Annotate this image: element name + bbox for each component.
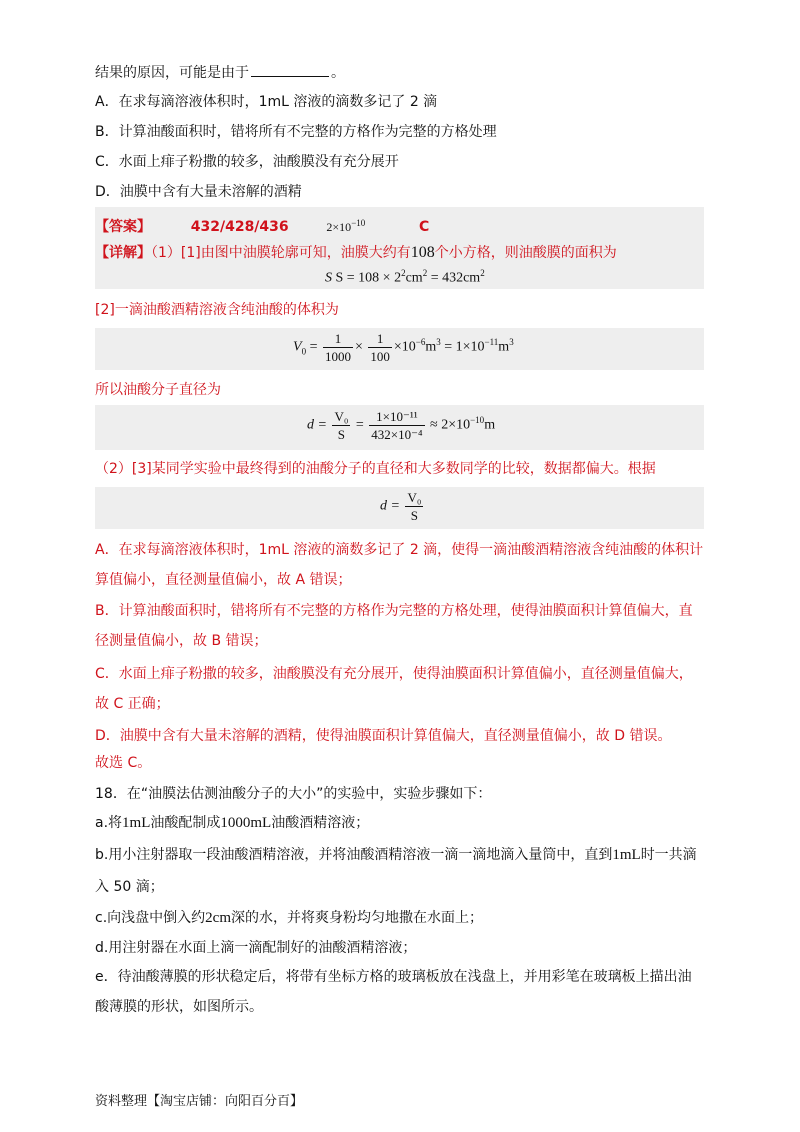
explain-a-2: 算值偏小，直径测量值偏小，故 A 错误； bbox=[95, 572, 352, 588]
explain-d: D．油膜中含有大量未溶解的酒精，使得油膜面积计算值偏大，直径测量值偏小，故 D 错误。 bbox=[95, 728, 672, 744]
q18-step-c: c.向浅盘中倒入约2cm深的水，并将爽身粉均匀地撒在水面上； bbox=[95, 910, 483, 926]
equation-diameter: d = $\frac{\text{V₀}}{S}$ = $\frac{\text{1×10⁻¹¹}}{\text{432×10⁻⁴}}$ ≈ $2\times 10^{-10}m$ bbox=[307, 409, 496, 442]
page-footer: 资料整理【淘宝店铺：向阳百分百】 bbox=[95, 1094, 304, 1109]
answer-1: 432/428/436 bbox=[190, 219, 289, 235]
equation-formula: d = $\frac{\text{V₀}}{S}$ bbox=[380, 490, 422, 523]
q18-step-b-2: 入 50 滴； bbox=[95, 879, 164, 895]
detail-p4: （2）[3]某同学实验中最终得到的油酸分子的直径和大多数同学的比较，数据都偏大。根据 bbox=[95, 461, 656, 477]
q18-step-e-1: e．待油酸薄膜的形状稳定后，将带有坐标方格的玻璃板放在浅盘上，并用彩笔在玻璃板上描出油 bbox=[95, 969, 692, 985]
detail-p3: 所以油酸分子直径为 bbox=[95, 382, 221, 398]
option-b: B．计算油酸面积时，错将所有不完整的方格作为完整的方格处理 bbox=[95, 124, 497, 140]
equation-area: S $S = 108 \times 2^2cm^2 = 432cm^2$ bbox=[325, 268, 485, 286]
detail-p1: 【详解】（1）[1]由图中油膜轮廓可知，油膜大约有108个小方格，则油酸膜的面积为 bbox=[95, 244, 617, 261]
final-choice: 故选 C。 bbox=[95, 755, 152, 771]
answer-line: 【答案】 432/428/436 $2\times 10^{-10}$ C bbox=[95, 218, 430, 235]
explain-c-1: C．水面上痱子粉撒的较多，油酸膜没有充分展开，使得油膜面积计算值偏小，直径测量值偏大， bbox=[95, 666, 693, 682]
explain-b-2: 径测量值偏小，故 B 错误； bbox=[95, 633, 268, 649]
q18-step-b: b.用小注射器取一段油酸酒精溶液，并将油酸酒精溶液一滴一滴地滴入量筒中，直到1mL时一共滴 bbox=[95, 847, 697, 863]
q18-step-e-2: 酸薄膜的形状，如图所示。 bbox=[95, 999, 263, 1015]
q18-title: 18．在“油膜法估测油酸分子的大小”的实验中，实验步骤如下： bbox=[95, 786, 492, 802]
detail-p2: [2]一滴油酸酒精溶液含纯油酸的体积为 bbox=[95, 302, 339, 318]
option-d: D．油膜中含有大量未溶解的酒精 bbox=[95, 184, 302, 200]
explain-a-1: A．在求每滴溶液体积时，1mL 溶液的滴数多记了 2 滴，使得一滴油酸酒精溶液含纯油酸的体积计 bbox=[95, 542, 704, 558]
option-c: C．水面上痱子粉撒的较多，油酸膜没有充分展开 bbox=[95, 154, 399, 170]
explain-c-2: 故 C 正确； bbox=[95, 696, 170, 712]
option-a: A．在求每滴溶液体积时，1mL 溶液的滴数多记了 2 滴 bbox=[95, 94, 438, 110]
answer-blank bbox=[251, 62, 329, 77]
q18-step-a: a.将1mL油酸配制成1000mL油酸酒精溶液； bbox=[95, 815, 370, 831]
explain-b-1: B．计算油酸面积时，错将所有不完整的方格作为完整的方格处理，使得油膜面积计算值偏大，直 bbox=[95, 603, 693, 619]
answer-2: $2\times 10^{-10}$ bbox=[326, 218, 366, 234]
equation-volume: $V_0$ = $\frac{1}{1000}$ × $\frac{1}{100}$ $\times 10^{-6}m^3 = 1\times 10^{-11}m^3$ bbox=[293, 331, 514, 364]
q18-step-d: d.用注射器在水面上滴一滴配制好的油酸酒精溶液； bbox=[95, 940, 417, 956]
question-tail: 结果的原因，可能是由于 。 bbox=[95, 62, 345, 83]
answer-3: C bbox=[419, 219, 430, 235]
